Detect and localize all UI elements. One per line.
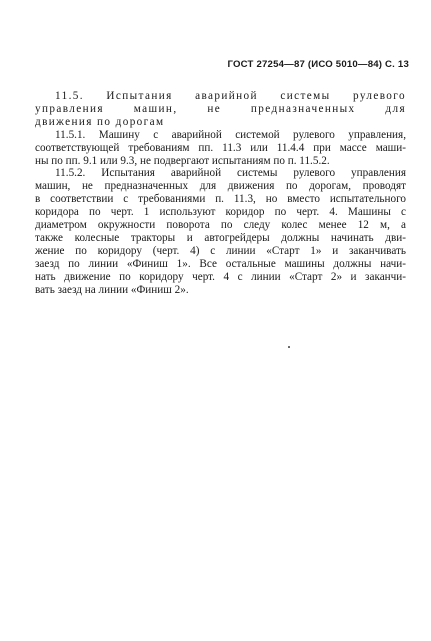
running-header: ГОСТ 27254—87 (ИСО 5010—84) С. 13	[227, 59, 409, 70]
paragraph-11-5-1	[35, 129, 406, 168]
section-heading-11-5	[35, 90, 406, 129]
paragraph-line: коридора по черт. 1 используют коридор по черт. 4. Машины с	[35, 206, 406, 219]
paragraph-11-5-2	[35, 167, 406, 296]
paragraph-line: нать движение по коридору черт. 4 с линии «Старт 2» и заканчи-	[35, 270, 406, 283]
paragraph-line: 11.5.2. Испытания аварийной системы рулевого управления	[55, 167, 406, 180]
paragraph-line: также колесные тракторы и автогрейдеры должны начинать дви-	[35, 231, 406, 244]
paragraph-line: в соответствии с требованиями п. 11.3, но вместо испытательного	[35, 193, 406, 206]
paragraph-line: соответствующей требованиям пп. 11.3 или 11.4.4 при массе маши-	[35, 141, 406, 154]
paragraph-line: ны по пп. 9.1 или 9.3, не подвергают испытаниям по п. 11.5.2.	[35, 154, 330, 167]
paragraph-line: диаметром окружности поворота по следу колес менее 12 м, а	[35, 219, 406, 232]
paragraph-line: машин, не предназначенных для движения по дорогам, проводят	[35, 180, 406, 193]
paragraph-line: заезд по линии «Финиш 1». Все остальные машины должны начи-	[35, 257, 406, 270]
section-heading-line: движения по дорогам	[35, 115, 165, 128]
page-body	[35, 90, 406, 297]
section-heading-line: управления машин, не предназначенных для	[35, 102, 406, 115]
paragraph-line: жение по коридору (черт. 4) с линии «Старт 1» и заканчивать	[35, 244, 406, 257]
section-heading-line: 11.5. Испытания аварийной системы рулевого	[55, 90, 406, 102]
paragraph-line: вать заезд на линии «Финиш 2».	[35, 283, 189, 296]
scan-speck	[288, 346, 290, 348]
paragraph-line: 11.5.1. Машину с аварийной системой рулевого управления,	[55, 128, 406, 141]
